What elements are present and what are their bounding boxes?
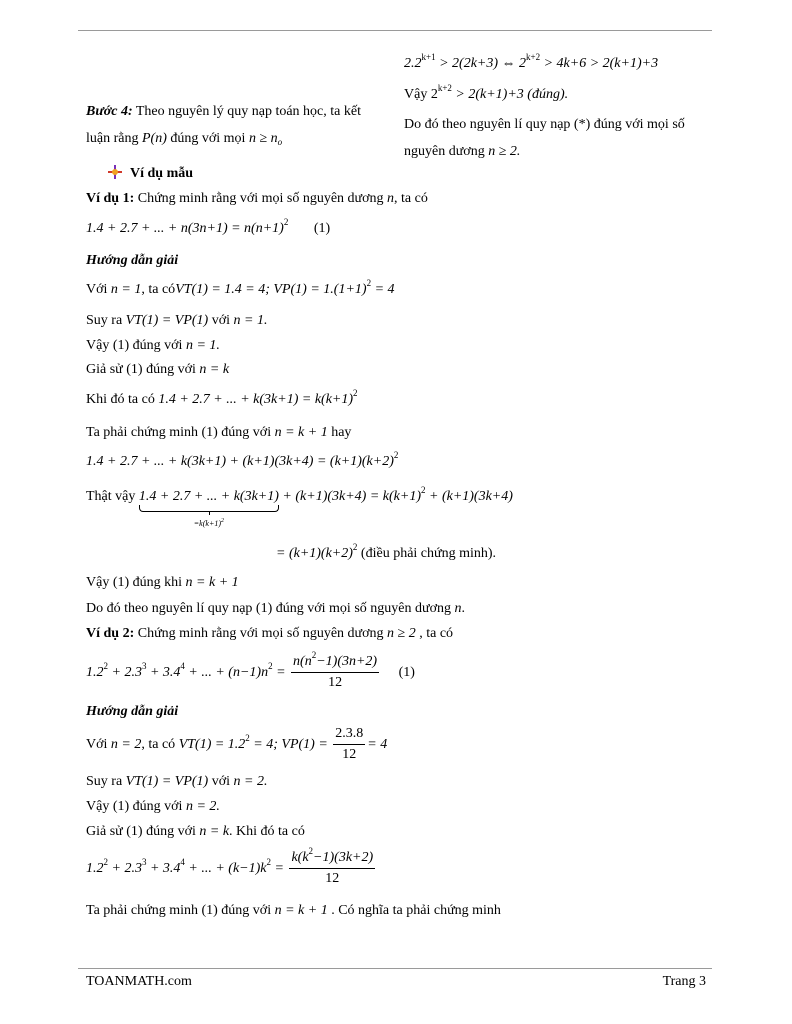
ex1-line-11: Do đó theo nguyên lí quy nạp (1) đúng với mọi số nguyên dương n.	[86, 601, 465, 616]
ex1-statement: Ví dụ 1: Chứng minh rằng với mọi số nguyên dương n, ta có	[86, 191, 428, 206]
ex2-statement: Ví dụ 2: Chứng minh rằng với mọi số nguyên dương n ≥ 2 , ta có	[86, 626, 454, 641]
ex1-line-5: Khi đó ta có 1.4 + 2.7 + ... + $k(3k+1) = k(k+1)^2$	[86, 388, 358, 407]
ex1-line-3: Vậy (1) đúng với n = 1.	[86, 338, 220, 353]
header-rule	[78, 30, 712, 31]
ex1-line-1: Với n = 1, ta cóVT(1) = 1.4 = 4; $VP(1) = 1.(1+1)^2 = 4$	[86, 278, 395, 297]
section-title: Ví dụ mẫu	[108, 165, 193, 183]
ex2-vp-fraction: $\frac{2.3.8}{12}$	[335, 726, 364, 763]
ex2-k-fraction: $\frac{k(k^2-1)(3k+2)}{12}$	[291, 846, 374, 887]
underbrace-label: $=k(k+1)^2$	[193, 518, 225, 528]
ex1-line-10: Vậy (1) đúng khi n = k + 1	[86, 575, 239, 590]
ex2-line-5: $1.2^2 + 2.3^3 + 3.4^4$ + ... + $(k-1)k^2$ = $\frac{k(k^2-1)(3k+2)}{12}$	[86, 848, 377, 890]
footer-page-number: Trang 3	[662, 974, 706, 989]
ex1-guide-heading: Hướng dẫn giải	[86, 253, 179, 268]
ex2-formula: $1.2^2 + 2.3^3 + 3.4^4$ + ... + $(n-1)n^2$ = $\frac{n(n^2-1)(3n+2)}{12}$ (1)	[86, 652, 415, 694]
ex1-line-2: Suy ra VT(1) = VP(1) với n = 1.	[86, 313, 268, 328]
ex2-fraction: $\frac{n(n^2-1)(3n+2)}{12}$	[293, 650, 378, 691]
ex1-line-9: = $(k+1)(k+2)^2$ (điều phải chứng minh).	[276, 542, 497, 561]
step4-line-2: luận rằng P(n) đúng với mọi $n \ge n_o$	[86, 131, 283, 147]
right-col-line-4: nguyên dương n ≥ 2.	[404, 144, 521, 159]
ex2-line-1: Với n = 2, ta có $VT(1) = 1.2^2 = 4$; VP(1) = $\frac{2.3.8}{12}$ = 4	[86, 724, 387, 766]
ex1-line-6: Ta phải chứng minh (1) đúng với n = k + 1 hay	[86, 425, 352, 440]
ex1-line-8: Thật vậy 1.4 + 2.7 + ... + k(3k+1) $=k(k+1)^2$ + $(k+1)(3k+4) = k(k+1)^2 + (k+1)(3k+4)$	[86, 488, 513, 506]
footer-site: TOANMATH.com	[86, 974, 192, 989]
right-col-line-1: $2.2^{k+1} > 2(2k+3)$ ⇔ $2^{k+2} > 4k+6 > 2(k+1)+3$	[404, 52, 659, 71]
ex2-guide-heading: Hướng dẫn giải	[86, 704, 179, 719]
ex2-line-2: Suy ra VT(1) = VP(1) với n = 2.	[86, 774, 268, 789]
ex2-line-6: Ta phải chứng minh (1) đúng với n = k + 1 . Có nghĩa ta phải chứng minh	[86, 903, 501, 918]
right-col-line-3: Do đó theo nguyên lí quy nạp (*) đúng với mọi số	[404, 117, 685, 132]
underbrace-group: 1.4 + 2.7 + ... + k(3k+1) $=k(k+1)^2$	[139, 488, 279, 506]
ex1-line-4: Giả sử (1) đúng với n = k	[86, 362, 230, 377]
right-col-line-2: Vậy $2^{k+2} > 2(k+1)+3$ (đúng).	[404, 83, 569, 102]
ex2-line-3: Vậy (1) đúng với n = 2.	[86, 799, 220, 814]
ex1-formula: 1.4 + 2.7 + ... + $n(3n+1) = n(n+1)^2$ (1)	[86, 217, 331, 236]
ex2-line-4: Giả sử (1) đúng với n = k. Khi đó ta có	[86, 824, 305, 839]
footer-rule	[78, 968, 712, 969]
step4-line-1: Bước 4: Theo nguyên lý quy nạp toán học, ta kết	[86, 104, 361, 119]
ex1-line-7: 1.4 + 2.7 + ... + $k(3k+1) + (k+1)(3k+4) = (k+1)(k+2)^2$	[86, 450, 399, 469]
sparkle-bullet-icon	[108, 165, 122, 179]
